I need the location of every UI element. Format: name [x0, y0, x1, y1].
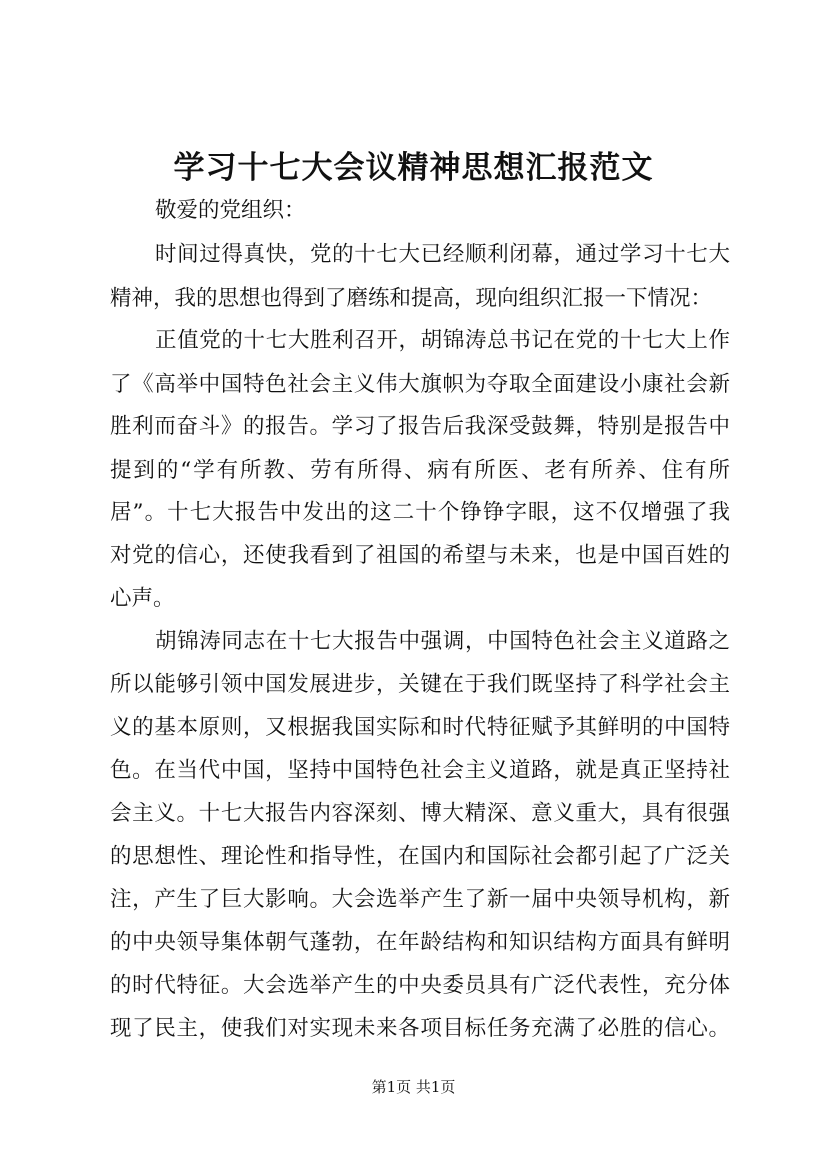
paragraph-line: 现了民主，使我们对实现未来各项目标任务充满了必胜的信心。	[110, 1016, 730, 1041]
paragraph-line: 会主义。十七大报告内容深刻、博大精深、意义重大，具有很强	[110, 801, 730, 826]
paragraph-line: 的中央领导集体朝气蓬勃，在年龄结构和知识结构方面具有鲜明	[110, 930, 730, 955]
paragraph-line: 精神，我的思想也得到了磨练和提高，现向组织汇报一下情况：	[110, 286, 713, 311]
paragraph-line: 注，产生了巨大影响。大会选举产生了新一届中央领导机构，新	[110, 887, 730, 912]
salutation: 敬爱的党组织：	[155, 198, 306, 223]
paragraph-line: 的时代特征。大会选举产生的中央委员具有广泛代表性，充分体	[110, 973, 730, 998]
page-footer: 第1页 共1页	[371, 1078, 456, 1096]
document-title: 学习十七大会议精神思想汇报范文	[173, 150, 654, 186]
paragraph-line: 对党的信心，还使我看到了祖国的希望与未来，也是中国百姓的	[110, 543, 730, 568]
paragraph-line: 居”。十七大报告中发出的这二十个铮铮字眼，这不仅增强了我	[110, 500, 730, 525]
paragraph-line: 色。在当代中国，坚持中国特色社会主义道路，就是真正坚持社	[110, 758, 730, 783]
paragraph-line: 时间过得真快，党的十七大已经顺利闭幕，通过学习十七大	[155, 242, 730, 267]
paragraph-line: 了《高举中国特色社会主义伟大旗帜为夺取全面建设小康社会新	[110, 372, 730, 397]
paragraph-line: 义的基本原则，又根据我国实际和时代特征赋予其鲜明的中国特	[110, 715, 730, 740]
paragraph-line: 所以能够引领中国发展进步，关键在于我们既坚持了科学社会主	[110, 672, 730, 697]
paragraph-line: 胡锦涛同志在十七大报告中强调，中国特色社会主义道路之	[155, 629, 730, 654]
paragraph-line: 胜利而奋斗》的报告。学习了报告后我深受鼓舞，特别是报告中	[110, 414, 730, 439]
paragraph-line: 心声。	[110, 586, 175, 611]
paragraph-line: 正值党的十七大胜利召开，胡锦涛总书记在党的十七大上作	[155, 328, 730, 353]
paragraph-line: 的思想性、理论性和指导性，在国内和国际社会都引起了广泛关	[110, 844, 730, 869]
paragraph-line: 提到的“学有所教、劳有所得、病有所医、老有所养、住有所	[110, 458, 730, 483]
